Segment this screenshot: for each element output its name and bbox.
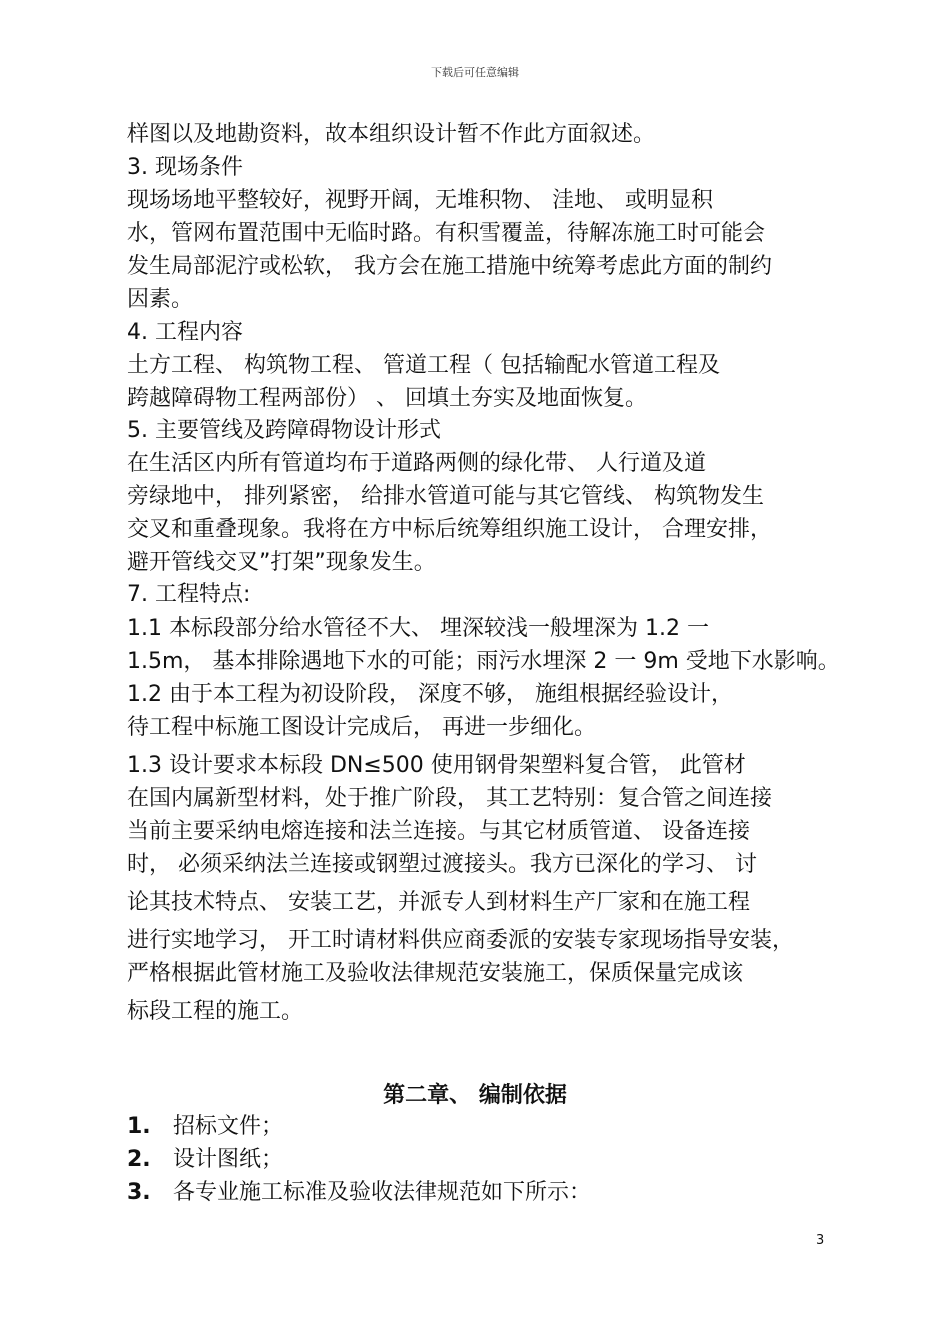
chapter-title: 第二章、 编制依据 [383, 1083, 567, 1108]
text-line: 进行实地学习， 开工时请材料供应商委派的安装专家现场指导安装， [127, 928, 794, 953]
text-line: 发生局部泥泞或松软， 我方会在施工措施中统筹考虑此方面的制约 [127, 254, 772, 279]
text-line: 现场场地平整较好，视野开阔，无堆积物、 洼地、 或明显积 [127, 188, 713, 213]
list-number: 3. [127, 1180, 151, 1205]
text-line: 避开管线交叉”打架”现象发生。 [127, 550, 436, 575]
page-header: 下载后可任意编辑 [431, 66, 519, 79]
section-heading: 4. 工程内容 [127, 320, 243, 345]
text-line: 样图以及地勘资料，故本组织设计暂不作此方面叙述。 [127, 122, 656, 147]
text-line: 1.5m， 基本排除遇地下水的可能；雨污水埋深 2 一 9m 受地下水影响。 [127, 649, 840, 674]
section-heading: 7. 工程特点: [127, 582, 251, 607]
text-line: 旁绿地中， 排列紧密， 给排水管道可能与其它管线、 构筑物发生 [127, 484, 764, 509]
list-item [127, 1144, 283, 1176]
text-line: 交叉和重叠现象。我将在方中标后统筹组织施工设计， 合理安排， [127, 517, 772, 542]
text-line: 跨越障碍物工程两部份） 、 回填土夯实及地面恢复。 [127, 386, 647, 411]
text-line: 1.1 本标段部分给水管径不大、 埋深较浅一般埋深为 1.2 一 [127, 616, 709, 641]
list-number: 2. [127, 1147, 151, 1172]
text-line: 1.2 由于本工程为初设阶段， 深度不够， 施组根据经验设计， [127, 682, 733, 707]
list-item [127, 1111, 283, 1143]
text-line: 当前主要采纳电熔连接和法兰连接。与其它材质管道、 设备连接 [127, 819, 750, 844]
text-line: 论其技术特点、 安装工艺，并派专人到材料生产厂家和在施工程 [127, 890, 750, 915]
text-line: 待工程中标施工图设计完成后， 再进一步细化。 [127, 715, 596, 740]
text-line: 因素。 [127, 287, 194, 312]
list-number: 1. [127, 1114, 151, 1139]
text-line: 在生活区内所有管道均布于道路两侧的绿化带、 人行道及道 [127, 451, 706, 476]
text-line: 水，管网布置范围中无临时路。有积雪覆盖，待解冻施工时可能会 [127, 221, 766, 246]
text-line: 在国内属新型材料，处于推广阶段， 其工艺特别：复合管之间连接 [127, 786, 772, 811]
list-text: 招标文件； [173, 1114, 284, 1139]
text-line: 土方工程、 构筑物工程、 管道工程（ 包括输配水管道工程及 [127, 353, 720, 378]
list-text: 各专业施工标准及验收法律规范如下所示： [173, 1180, 592, 1205]
page-number: 3 [816, 1233, 825, 1248]
section-heading: 5. 主要管线及跨障碍物设计形式 [127, 418, 441, 443]
text-line: 1.3 设计要求本标段 DN≤500 使用钢骨架塑料复合管， 此管材 [127, 753, 746, 778]
list-text: 设计图纸； [173, 1147, 284, 1172]
text-line: 严格根据此管材施工及验收法律规范安装施工，保质保量完成该 [127, 961, 744, 986]
text-line: 标段工程的施工。 [127, 999, 304, 1024]
text-line: 时， 必须采纳法兰连接或钢塑过渡接头。我方已深化的学习、 讨 [127, 852, 757, 877]
list-item [127, 1177, 591, 1209]
section-heading: 3. 现场条件 [127, 155, 243, 180]
